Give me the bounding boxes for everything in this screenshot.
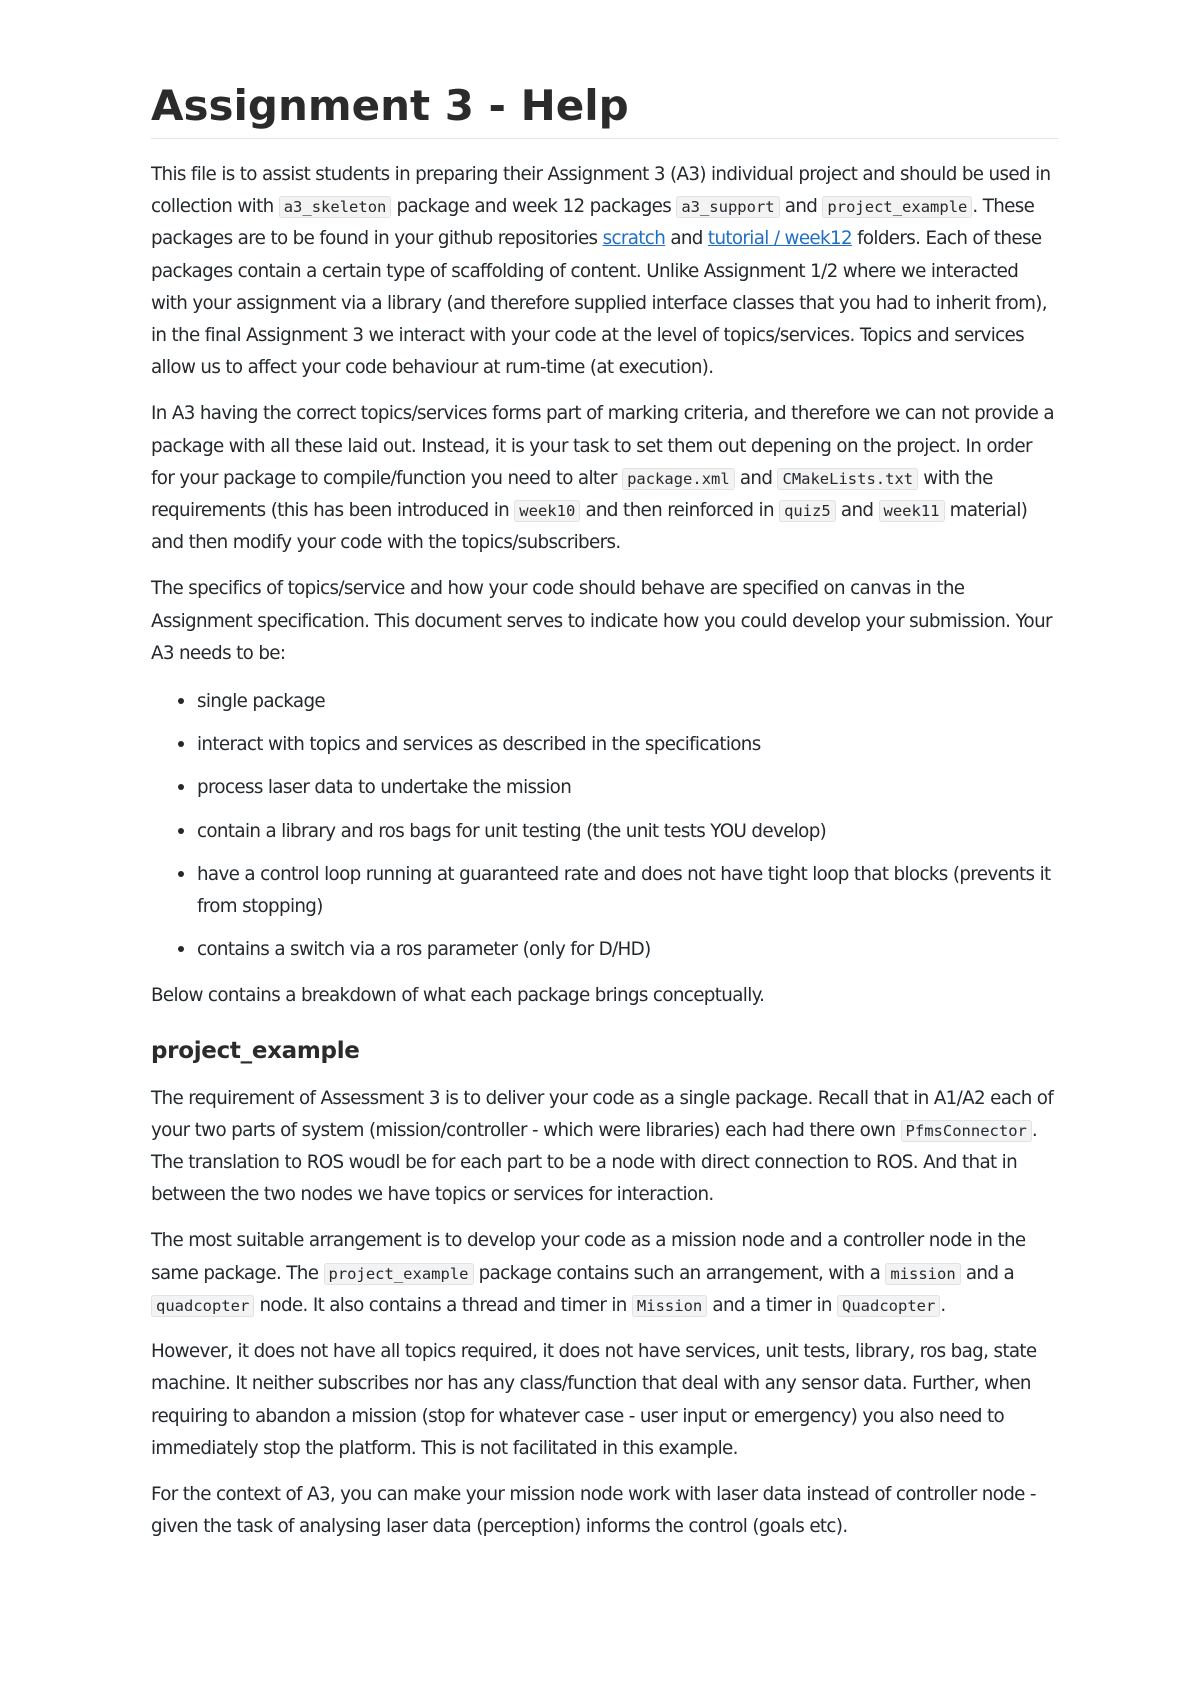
paragraph-single-package — [151, 1083, 1059, 1212]
list-item: • have a control loop running at guaranteed rate and does not have tight loop that blocks (prevents it from stopping) — [197, 857, 1059, 923]
list-item: • contains a switch via a ros parameter (only for D/HD) — [197, 932, 1059, 966]
requirements-list — [151, 684, 1059, 966]
code-a3-support: a3_support — [676, 196, 779, 218]
paragraph-specifics: The specifics of topics/service and how your code should behave are specified on canvas in the Assignment specification. This document serves to indicate how you could develop your submission. Your A3 needs to be: — [151, 578, 1052, 664]
code-quadcopter: quadcopter — [151, 1295, 254, 1317]
text: . — [940, 1294, 946, 1316]
section-heading: project_example — [151, 1037, 360, 1064]
text: The most suitable arrangement is to develop your code as a mission node and a controller node in the same package. The — [151, 1230, 1026, 1284]
text: and — [734, 467, 778, 489]
paragraph-context: For the context of A3, you can make your mission node work with laser data instead of controller node - given the task of analysing laser data (perception) informs the control (goals etc). — [151, 1483, 1036, 1538]
text: . The translation to ROS woudl be for each part to be a node with direct connection to ROS. And that in between the two nodes we have topics or services for interaction. — [151, 1119, 1038, 1206]
paragraph-breakdown: Below contains a breakdown of what each package brings conceptually. — [151, 985, 765, 1007]
code-project-example: project_example — [822, 196, 972, 218]
tutorial-week12-link[interactable]: tutorial / week12 — [707, 228, 852, 250]
text: with the requirements (this has been introduced in — [151, 467, 993, 522]
text: The requirement of Assessment 3 is to deliver your code as a single package. Recall that in A1/A2 each of your two parts of system (mission/controller - which were libraries) each had there own — [151, 1087, 1054, 1141]
code-week11: week11 — [879, 500, 945, 522]
text: material) and then modify your code with the topics/subscribers. — [151, 500, 1028, 554]
code-project-example: project_example — [324, 1263, 474, 1285]
text: and — [779, 196, 823, 218]
code-quiz5: quiz5 — [779, 500, 836, 522]
document — [151, 78, 1059, 1557]
paragraph-limitations: However, it does not have all topics required, it does not have services, unit tests, library, ros bag, state machine. It neither subscribes nor has any class/function that deal with any sensor data. Further, when requiring to abandon a mission (stop for whatever case - user input or emergency) you also need to immediately stop the platform. This is not facilitated in this example. — [151, 1341, 1037, 1459]
text: and a timer in — [707, 1294, 837, 1316]
code-mission: mission — [885, 1263, 960, 1285]
list-item: • process laser data to undertake the mission — [197, 770, 1059, 804]
code-week10: week10 — [514, 500, 580, 522]
text: package and week 12 packages — [391, 196, 677, 218]
paragraph-topics-services — [151, 398, 1059, 559]
text: and a — [960, 1262, 1015, 1284]
list-item: • single package — [197, 684, 1059, 718]
code-quadcopter-class: Quadcopter — [837, 1295, 940, 1317]
list-item: • interact with topics and services as described in the specifications — [197, 727, 1059, 761]
text: This file is to assist students in preparing their Assignment 3 (A3) individual project and should be used in collection with — [151, 164, 1051, 218]
text: In A3 having the correct topics/services forms part of marking criteria, and therefore we can not provide a package with all these laid out. Instead, it is your task to set them out depening on the project. In order for your package to compile/function you need to alter — [151, 403, 1054, 489]
code-cmakelists: CMakeLists.txt — [777, 468, 918, 490]
list-item: • contain a library and ros bags for unit testing (the unit tests YOU develop) — [197, 814, 1059, 848]
code-a3-skeleton: a3_skeleton — [279, 196, 392, 218]
code-package-xml: package.xml — [622, 468, 735, 490]
text: and — [835, 500, 879, 522]
text: and — [665, 228, 708, 250]
text: . These packages are to be found in your github repositories — [151, 196, 1035, 250]
page-title: Assignment 3 - Help — [151, 78, 1059, 139]
text: node. It also contains a thread and timer in — [254, 1294, 632, 1316]
code-mission-class: Mission — [632, 1295, 707, 1317]
text: package contains such an arrangement, with a — [473, 1262, 886, 1284]
text: folders. Each of these packages contain a certain type of scaffolding of content. Unlike Assignment 1/2 where we interacted with your assignment via a library (and therefore supplied interface classes that you had to inherit from), in the final Assignment 3 we interact with your code at the level of topics/services. Topics and services allow us to affect your code behaviour at rum-time (at execution). — [151, 228, 1047, 379]
intro-paragraph — [151, 159, 1059, 384]
scratch-link[interactable]: scratch — [602, 228, 666, 250]
text: and then reinforced in — [580, 500, 780, 522]
paragraph-arrangement — [151, 1225, 1059, 1322]
code-pfms-connector: PfmsConnector — [901, 1120, 1032, 1142]
